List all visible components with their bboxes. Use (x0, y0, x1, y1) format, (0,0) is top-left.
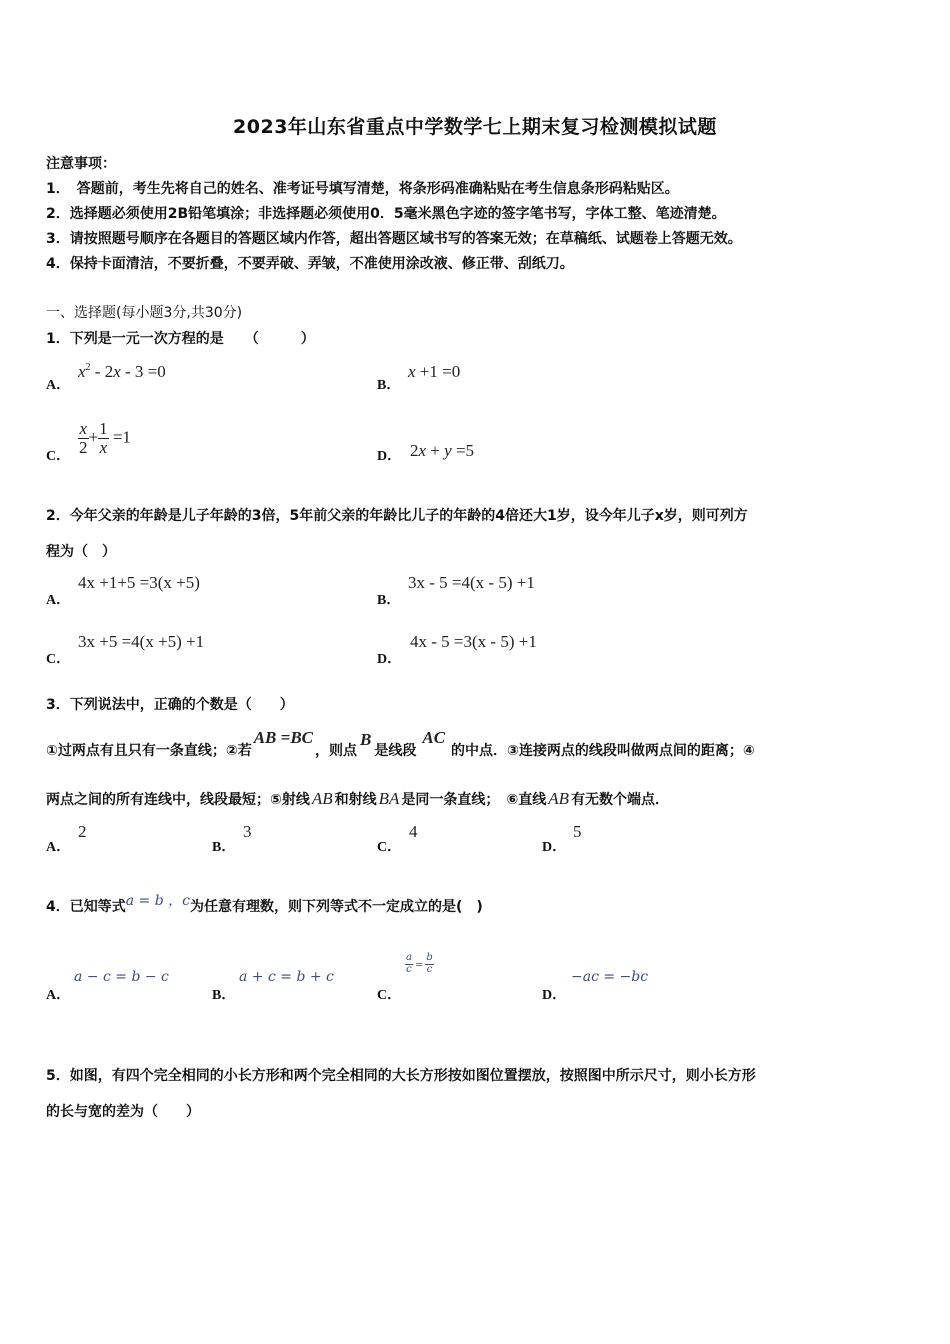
q3-ray-ab: AB (311, 789, 333, 808)
option-label-a: A． (46, 840, 71, 855)
q3-point-b: B (360, 730, 372, 749)
q3-statement-line1 (46, 728, 755, 760)
notice-item: 2．选择题必须使用2B铅笔填涂；非选择题必须使用0．5毫米黑色字迹的签字笔书写，字体工整、笔迹清楚。 (46, 206, 726, 222)
q3-text: 是同一条直线； ⑥直线 (401, 792, 547, 808)
page-title: 2023年山东省重点中学数学七上期末复习检测模拟试题 (233, 116, 717, 138)
q3-statement-line2 (46, 789, 669, 809)
q2-option-a-formula: 4x +1+5 =3(x +5) (78, 573, 200, 592)
q3-text: 有无数个端点． (571, 792, 670, 808)
question-5-stem: 5．如图，有四个完全相同的小长方形和两个完全相同的大长方形按如图位置摆放，按照图中所示尺寸，则小长方形 (46, 1068, 756, 1084)
q3-option-b-value: 3 (243, 822, 252, 841)
notice-item: 3．请按照题号顺序在各题目的答题区域内作答，超出答题区域书写的答案无效；在草稿纸、试题卷上答题无效。 (46, 231, 742, 247)
question-3-stem: 3．下列说法中，正确的个数是（ ） (46, 697, 294, 713)
option-label-d: D． (542, 840, 567, 855)
option-label-b: B． (212, 840, 236, 855)
option-label-b: B． (377, 593, 401, 608)
q3-text: 和射线 (334, 792, 377, 808)
q2-option-d-formula: 4x - 5 =3(x - 5) +1 (410, 632, 537, 651)
notice-heading: 注意事项： (46, 156, 116, 172)
q3-text: 是线段 (374, 743, 417, 759)
option-label-c: C． (46, 449, 71, 464)
option-label-b: B． (212, 988, 236, 1003)
q4-option-d-formula: −ac = −bc (571, 969, 649, 985)
q3-text: ①过两点有且只有一条直线；②若 (46, 743, 252, 759)
notice-item: 4．保持卡面清洁，不要折叠，不要弄破、弄皱，不准使用涂改液、修正带、刮纸刀。 (46, 256, 574, 272)
q3-text: ，则点 (315, 743, 358, 759)
option-label-a: A． (46, 378, 71, 393)
question-1-stem: 1．下列是一元一次方程的是 （ ） (46, 331, 315, 347)
q1-option-c-formula: $\frac{x}{2}$ + $\frac{1}{x}$ =1 (79, 419, 131, 457)
q4-option-c-formula: $\frac{a}{c}$ = $\frac{b}{c}$ (406, 952, 433, 975)
option-label-d: D． (377, 449, 402, 464)
question-4-stem (46, 893, 483, 916)
notice-item: 1． 答题前，考生先将自己的姓名、准考证号填写清楚，将条形码准确粘贴在考生信息条形码粘贴区。 (46, 181, 679, 197)
q3-ray-ba: BA (378, 789, 400, 808)
q3-text: 两点之间的所有连线中，线段最短；⑤射线 (46, 792, 310, 808)
option-label-b: B． (377, 378, 401, 393)
q3-text: 的中点．③连接两点的线段叫做两点间的距离；④ (451, 743, 755, 759)
q1-option-b-formula: x +1 =0 (408, 362, 461, 381)
option-label-a: A． (46, 988, 71, 1003)
option-label-d: D． (542, 988, 567, 1003)
q2-option-c-formula: 3x +5 =4(x +5) +1 (78, 632, 205, 651)
q4-text: 4．已知等式 (46, 899, 126, 915)
q3-option-c-value: 4 (409, 822, 418, 841)
option-label-c: C． (377, 988, 402, 1003)
option-label-a: A． (46, 593, 71, 608)
q4-option-b-formula: a + c = b + c (239, 969, 334, 985)
q1-option-d-formula: 2x + y =5 (410, 441, 475, 460)
option-label-c: C． (377, 840, 402, 855)
q2-option-b-formula: 3x - 5 =4(x - 5) +1 (408, 573, 535, 592)
q1-option-a-formula: $x^2 - 2x - 3 =0$ (78, 362, 166, 381)
question-5-stem-cont: 的长与宽的差为（ ） (46, 1104, 200, 1120)
q3-option-d-value: 5 (573, 822, 582, 841)
section-heading: 一、选择题(每小题3分,共30分) (46, 305, 243, 321)
q4-text: 为任意有理数，则下列等式不一定成立的是( ) (189, 899, 483, 915)
question-2-stem: 2．今年父亲的年龄是儿子年龄的3倍，5年前父亲的年龄比儿子的年龄的4倍还大1岁，设今年儿子x岁，则可列方 (46, 508, 748, 524)
q3-segment: AC (422, 728, 446, 747)
question-2-stem-cont: 程为（ ） (46, 544, 116, 560)
option-label-d: D． (377, 652, 402, 667)
q4-option-a-formula: a − c = b − c (74, 969, 169, 985)
q3-option-a-value: 2 (78, 822, 87, 841)
q4-given: a = b ，c (125, 893, 190, 909)
q3-line-ab: AB (548, 789, 570, 808)
q3-eq: AB =BC (253, 728, 314, 747)
option-label-c: C． (46, 652, 71, 667)
